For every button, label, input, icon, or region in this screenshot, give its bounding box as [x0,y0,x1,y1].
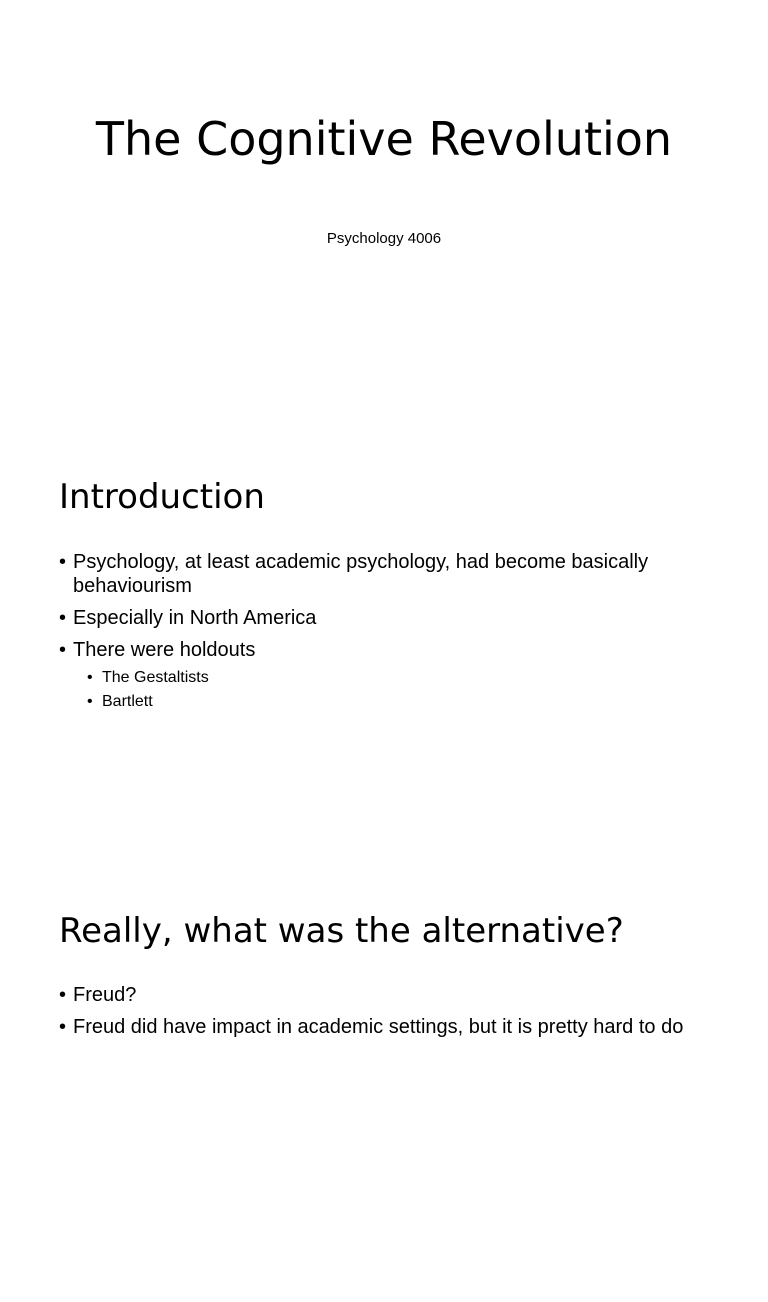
main-title: The Cognitive Revolution [95,112,673,166]
bullet-item [59,638,698,714]
alternative-slide [0,868,768,1302]
bullet-item: • Psychology, at least academic psychology, had become basically behaviourism [59,550,698,598]
bullet-item: • Freud did have impact in academic settings, but it is pretty hard to do [59,1015,698,1039]
subtitle: Psychology 4006 [326,230,442,247]
bullet-list [59,550,698,722]
bullet-text: There were holdouts [73,639,256,661]
sub-bullet-item: • Bartlett [87,690,698,714]
introduction-slide [0,434,768,868]
bullet-list [59,983,698,1047]
slide-heading: Really, what was the alternative? [59,911,624,951]
sub-bullet-item: • The Gestaltists [87,666,698,690]
bullet-item: • Freud? [59,983,698,1007]
slide-heading: Introduction [59,477,265,517]
title-slide [0,0,768,434]
bullet-item: • Especially in North America [59,606,698,630]
sub-bullet-list [73,666,698,714]
